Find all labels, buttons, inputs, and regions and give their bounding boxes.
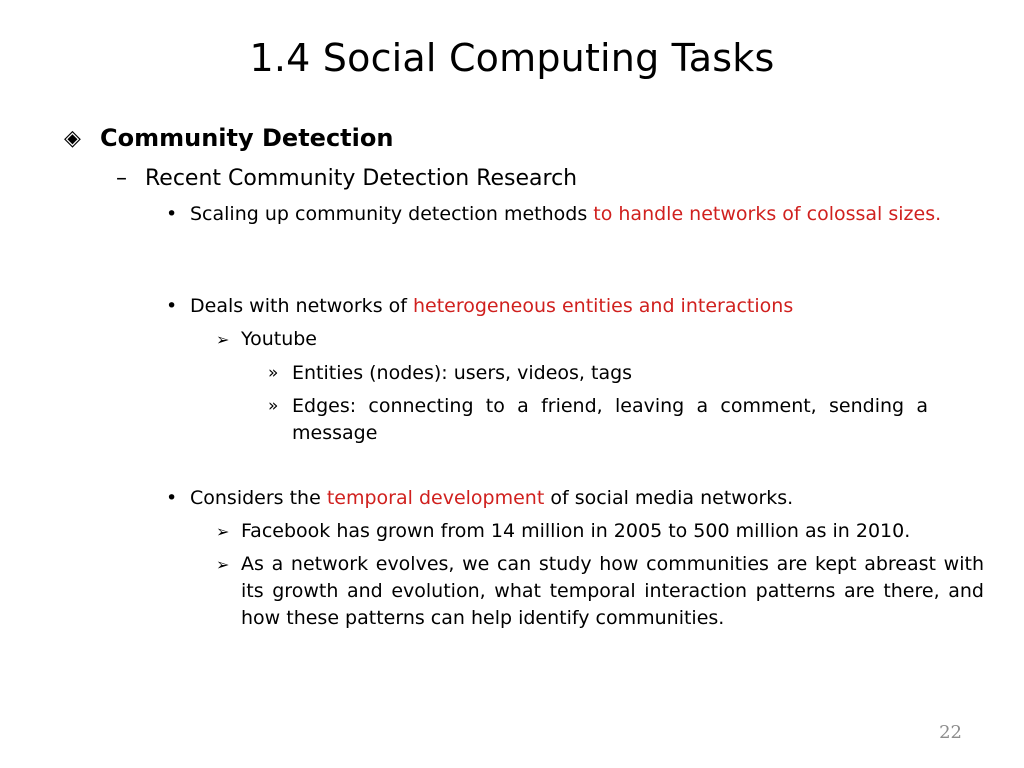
slide-title: 1.4 Social Computing Tasks — [249, 36, 775, 80]
double-chevron-bullet-icon: » — [268, 363, 279, 383]
bullet-text-plain: Considers the — [190, 487, 327, 509]
sub-bullet-youtube — [216, 326, 984, 353]
page-number: 22 — [939, 722, 962, 743]
double-chevron-bullet-icon: » — [268, 396, 279, 416]
dot-bullet-icon: • — [166, 295, 178, 317]
bullet-text — [190, 485, 954, 512]
detail-text: Entities (nodes): users, videos, tags — [292, 362, 633, 384]
sub-bullet-text: Facebook has grown from 14 million in 2005 to 500 million as in 2010. — [241, 520, 911, 542]
bullet-text-plain: Deals with networks of — [190, 295, 413, 317]
subheading-item — [116, 166, 577, 191]
sub-bullet-facebook — [216, 518, 984, 545]
detail-text: Edges: connecting to a friend, leaving a comment, sending a message — [292, 395, 928, 444]
bullet-scaling — [166, 201, 954, 228]
dot-bullet-icon: • — [166, 487, 178, 509]
bullet-text-highlight: to handle networks of colossal sizes. — [593, 203, 942, 225]
heading-text: Community Detection — [100, 124, 394, 152]
heading-community-detection — [64, 124, 393, 152]
arrow-bullet-icon: ➢ — [216, 522, 230, 541]
sub-bullet-network-evolves — [216, 551, 984, 632]
bullet-text-highlight: temporal development — [326, 487, 545, 509]
bullet-text-highlight: heterogeneous entities and interactions — [412, 295, 794, 317]
diamond-bullet-icon: ◈ — [64, 125, 81, 151]
sub-bullet-text: Youtube — [241, 328, 317, 350]
arrow-bullet-icon: ➢ — [216, 330, 230, 349]
arrow-bullet-icon: ➢ — [216, 555, 230, 574]
dot-bullet-icon: • — [166, 203, 178, 225]
detail-edges — [268, 393, 928, 447]
bullet-text-plain: Scaling up community detection methods — [190, 203, 594, 225]
bullet-text — [190, 293, 954, 320]
dash-bullet-icon: – — [116, 166, 127, 191]
sub-bullet-text: As a network evolves, we can study how communities are kept abreast with its growth and evolution, what temporal interaction patterns are there, and how these patterns can help identify communities. — [241, 553, 984, 629]
bullet-temporal — [166, 485, 954, 512]
detail-entities — [268, 360, 928, 387]
subheading-text: Recent Community Detection Research — [145, 166, 578, 191]
bullet-text-plain-after: of social media networks. — [544, 487, 794, 509]
bullet-text — [190, 201, 954, 228]
bullet-heterogeneous — [166, 293, 954, 320]
